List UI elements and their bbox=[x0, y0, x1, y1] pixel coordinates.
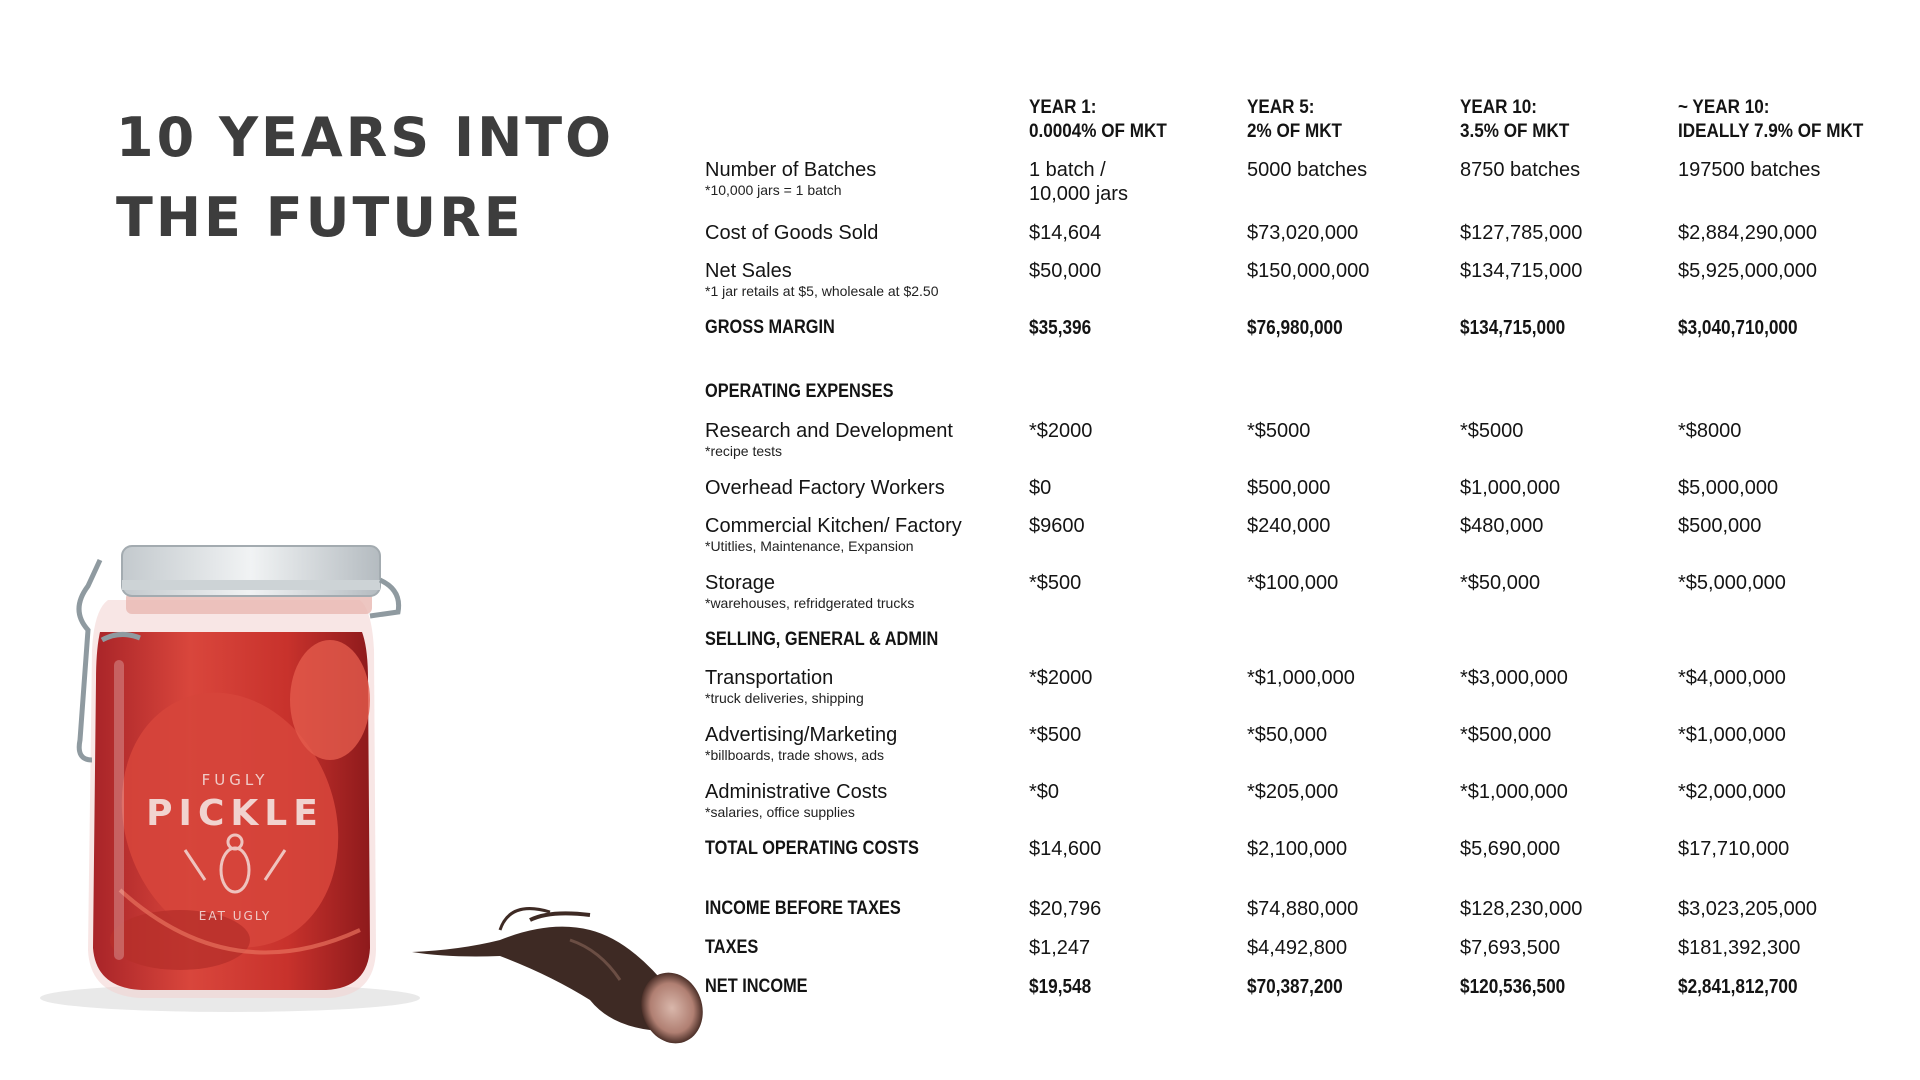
value-net-income-y5: $70,387,200 bbox=[1247, 976, 1343, 998]
row-note-admin: *salaries, office supplies bbox=[705, 804, 855, 820]
jar-brand-main: PICKLE bbox=[146, 793, 324, 834]
value-rnd-y5: *$5000 bbox=[1247, 420, 1311, 442]
value-gross-margin-y10-ideal: $3,040,710,000 bbox=[1678, 317, 1798, 339]
value-transportation-y5: *$1,000,000 bbox=[1247, 667, 1355, 689]
row-label-kitchen: Commercial Kitchen/ Factory bbox=[705, 515, 962, 537]
value-taxes-y5: $4,492,800 bbox=[1247, 937, 1348, 959]
row-label-storage: Storage bbox=[705, 572, 776, 594]
value-kitchen-y1: $9600 bbox=[1029, 515, 1085, 537]
value-gross-margin-y10: $134,715,000 bbox=[1460, 317, 1566, 339]
value-cogs-y5: $73,020,000 bbox=[1247, 222, 1359, 244]
value-taxes-y10: $7,693,500 bbox=[1460, 937, 1561, 959]
column-header-year-1: YEAR 1: 0.0004% OF MKT bbox=[1029, 97, 1167, 142]
value-taxes-y10-ideal: $181,392,300 bbox=[1678, 937, 1801, 959]
row-note-advertising: *billboards, trade shows, ads bbox=[705, 747, 884, 763]
row-label-net-sales: Net Sales bbox=[705, 260, 792, 282]
value-admin-y1: *$0 bbox=[1029, 781, 1060, 803]
value-batches-y10: 8750 batches bbox=[1460, 159, 1581, 181]
value-net-sales-y1: $50,000 bbox=[1029, 260, 1102, 282]
value-batches-y10-ideal: 197500 batches bbox=[1678, 159, 1821, 181]
section-operating-expenses: OPERATING EXPENSES bbox=[705, 381, 894, 402]
value-kitchen-y5: $240,000 bbox=[1247, 515, 1331, 537]
row-label-cogs: Cost of Goods Sold bbox=[705, 222, 879, 244]
section-selling-general-admin: SELLING, GENERAL & ADMIN bbox=[705, 629, 939, 650]
value-total-operating-y10: $5,690,000 bbox=[1460, 838, 1561, 860]
row-label-total-operating: TOTAL OPERATING COSTS bbox=[705, 838, 919, 859]
value-admin-y5: *$205,000 bbox=[1247, 781, 1339, 803]
value-admin-y10: *$1,000,000 bbox=[1460, 781, 1568, 803]
value-storage-y10-ideal: *$5,000,000 bbox=[1678, 572, 1786, 594]
jar-tagline: EAT UGLY bbox=[198, 909, 272, 923]
value-overhead-y10: $1,000,000 bbox=[1460, 477, 1561, 499]
value-net-sales-y5: $150,000,000 bbox=[1247, 260, 1370, 282]
value-net-income-y10: $120,536,500 bbox=[1460, 976, 1566, 998]
row-note-net-sales: *1 jar retails at $5, wholesale at $2.50 bbox=[705, 283, 939, 299]
row-label-gross-margin: GROSS MARGIN bbox=[705, 317, 835, 338]
column-header-year-10: YEAR 10: 3.5% OF MKT bbox=[1460, 97, 1570, 142]
value-gross-margin-y5: $76,980,000 bbox=[1247, 317, 1343, 339]
value-total-operating-y1: $14,600 bbox=[1029, 838, 1102, 860]
value-cogs-y1: $14,604 bbox=[1029, 222, 1102, 244]
value-storage-y5: *$100,000 bbox=[1247, 572, 1339, 594]
column-header-year-5: YEAR 5: 2% OF MKT bbox=[1247, 97, 1343, 142]
value-income-before-taxes-y10-ideal: $3,023,205,000 bbox=[1678, 898, 1818, 920]
value-income-before-taxes-y5: $74,880,000 bbox=[1247, 898, 1359, 920]
title-line-2: THE FUTURE bbox=[116, 186, 524, 249]
value-transportation-y10: *$3,000,000 bbox=[1460, 667, 1568, 689]
value-batches-y5: 5000 batches bbox=[1247, 159, 1368, 181]
value-net-income-y10-ideal: $2,841,812,700 bbox=[1678, 976, 1798, 998]
value-advertising-y5: *$50,000 bbox=[1247, 724, 1328, 746]
value-batches-y1: 1 batch / 10,000 jars bbox=[1029, 159, 1128, 205]
value-rnd-y10-ideal: *$8000 bbox=[1678, 420, 1742, 442]
value-cogs-y10: $127,785,000 bbox=[1460, 222, 1583, 244]
value-storage-y10: *$50,000 bbox=[1460, 572, 1541, 594]
row-label-transportation: Transportation bbox=[705, 667, 834, 689]
value-total-operating-y10-ideal: $17,710,000 bbox=[1678, 838, 1790, 860]
row-label-net-income: NET INCOME bbox=[705, 976, 808, 997]
row-note-storage: *warehouses, refridgerated trucks bbox=[705, 595, 915, 611]
row-label-batches: Number of Batches bbox=[705, 159, 877, 181]
row-label-income-before-taxes: INCOME BEFORE TAXES bbox=[705, 898, 901, 919]
row-note-transportation: *truck deliveries, shipping bbox=[705, 690, 864, 706]
value-advertising-y1: *$500 bbox=[1029, 724, 1082, 746]
value-overhead-y10-ideal: $5,000,000 bbox=[1678, 477, 1779, 499]
value-net-sales-y10: $134,715,000 bbox=[1460, 260, 1583, 282]
value-rnd-y10: *$5000 bbox=[1460, 420, 1524, 442]
value-storage-y1: *$500 bbox=[1029, 572, 1082, 594]
row-label-admin: Administrative Costs bbox=[705, 781, 888, 803]
value-income-before-taxes-y1: $20,796 bbox=[1029, 898, 1102, 920]
value-kitchen-y10-ideal: $500,000 bbox=[1678, 515, 1762, 537]
value-transportation-y1: *$2000 bbox=[1029, 667, 1093, 689]
jar-brand-small: FUGLY bbox=[201, 771, 269, 789]
title-line-1: 10 YEARS INTO bbox=[116, 106, 615, 169]
row-label-advertising: Advertising/Marketing bbox=[705, 724, 898, 746]
row-note-batches: *10,000 jars = 1 batch bbox=[705, 182, 842, 198]
value-overhead-y5: $500,000 bbox=[1247, 477, 1331, 499]
value-rnd-y1: *$2000 bbox=[1029, 420, 1093, 442]
value-gross-margin-y1: $35,396 bbox=[1029, 317, 1092, 339]
value-transportation-y10-ideal: *$4,000,000 bbox=[1678, 667, 1786, 689]
value-net-sales-y10-ideal: $5,925,000,000 bbox=[1678, 260, 1818, 282]
value-advertising-y10: *$500,000 bbox=[1460, 724, 1552, 746]
value-taxes-y1: $1,247 bbox=[1029, 937, 1091, 959]
value-overhead-y1: $0 bbox=[1029, 477, 1052, 499]
row-label-taxes: TAXES bbox=[705, 937, 759, 958]
value-advertising-y10-ideal: *$1,000,000 bbox=[1678, 724, 1786, 746]
value-net-income-y1: $19,548 bbox=[1029, 976, 1092, 998]
value-total-operating-y5: $2,100,000 bbox=[1247, 838, 1348, 860]
row-note-kitchen: *Utitlies, Maintenance, Expansion bbox=[705, 538, 914, 554]
value-admin-y10-ideal: *$2,000,000 bbox=[1678, 781, 1786, 803]
row-label-overhead: Overhead Factory Workers bbox=[705, 477, 945, 499]
column-header-year-10-ideal: ~ YEAR 10: IDEALLY 7.9% OF MKT bbox=[1678, 97, 1864, 142]
row-note-rnd: *recipe tests bbox=[705, 443, 783, 459]
value-income-before-taxes-y10: $128,230,000 bbox=[1460, 898, 1583, 920]
value-cogs-y10-ideal: $2,884,290,000 bbox=[1678, 222, 1818, 244]
row-label-rnd: Research and Development bbox=[705, 420, 953, 442]
value-kitchen-y10: $480,000 bbox=[1460, 515, 1544, 537]
